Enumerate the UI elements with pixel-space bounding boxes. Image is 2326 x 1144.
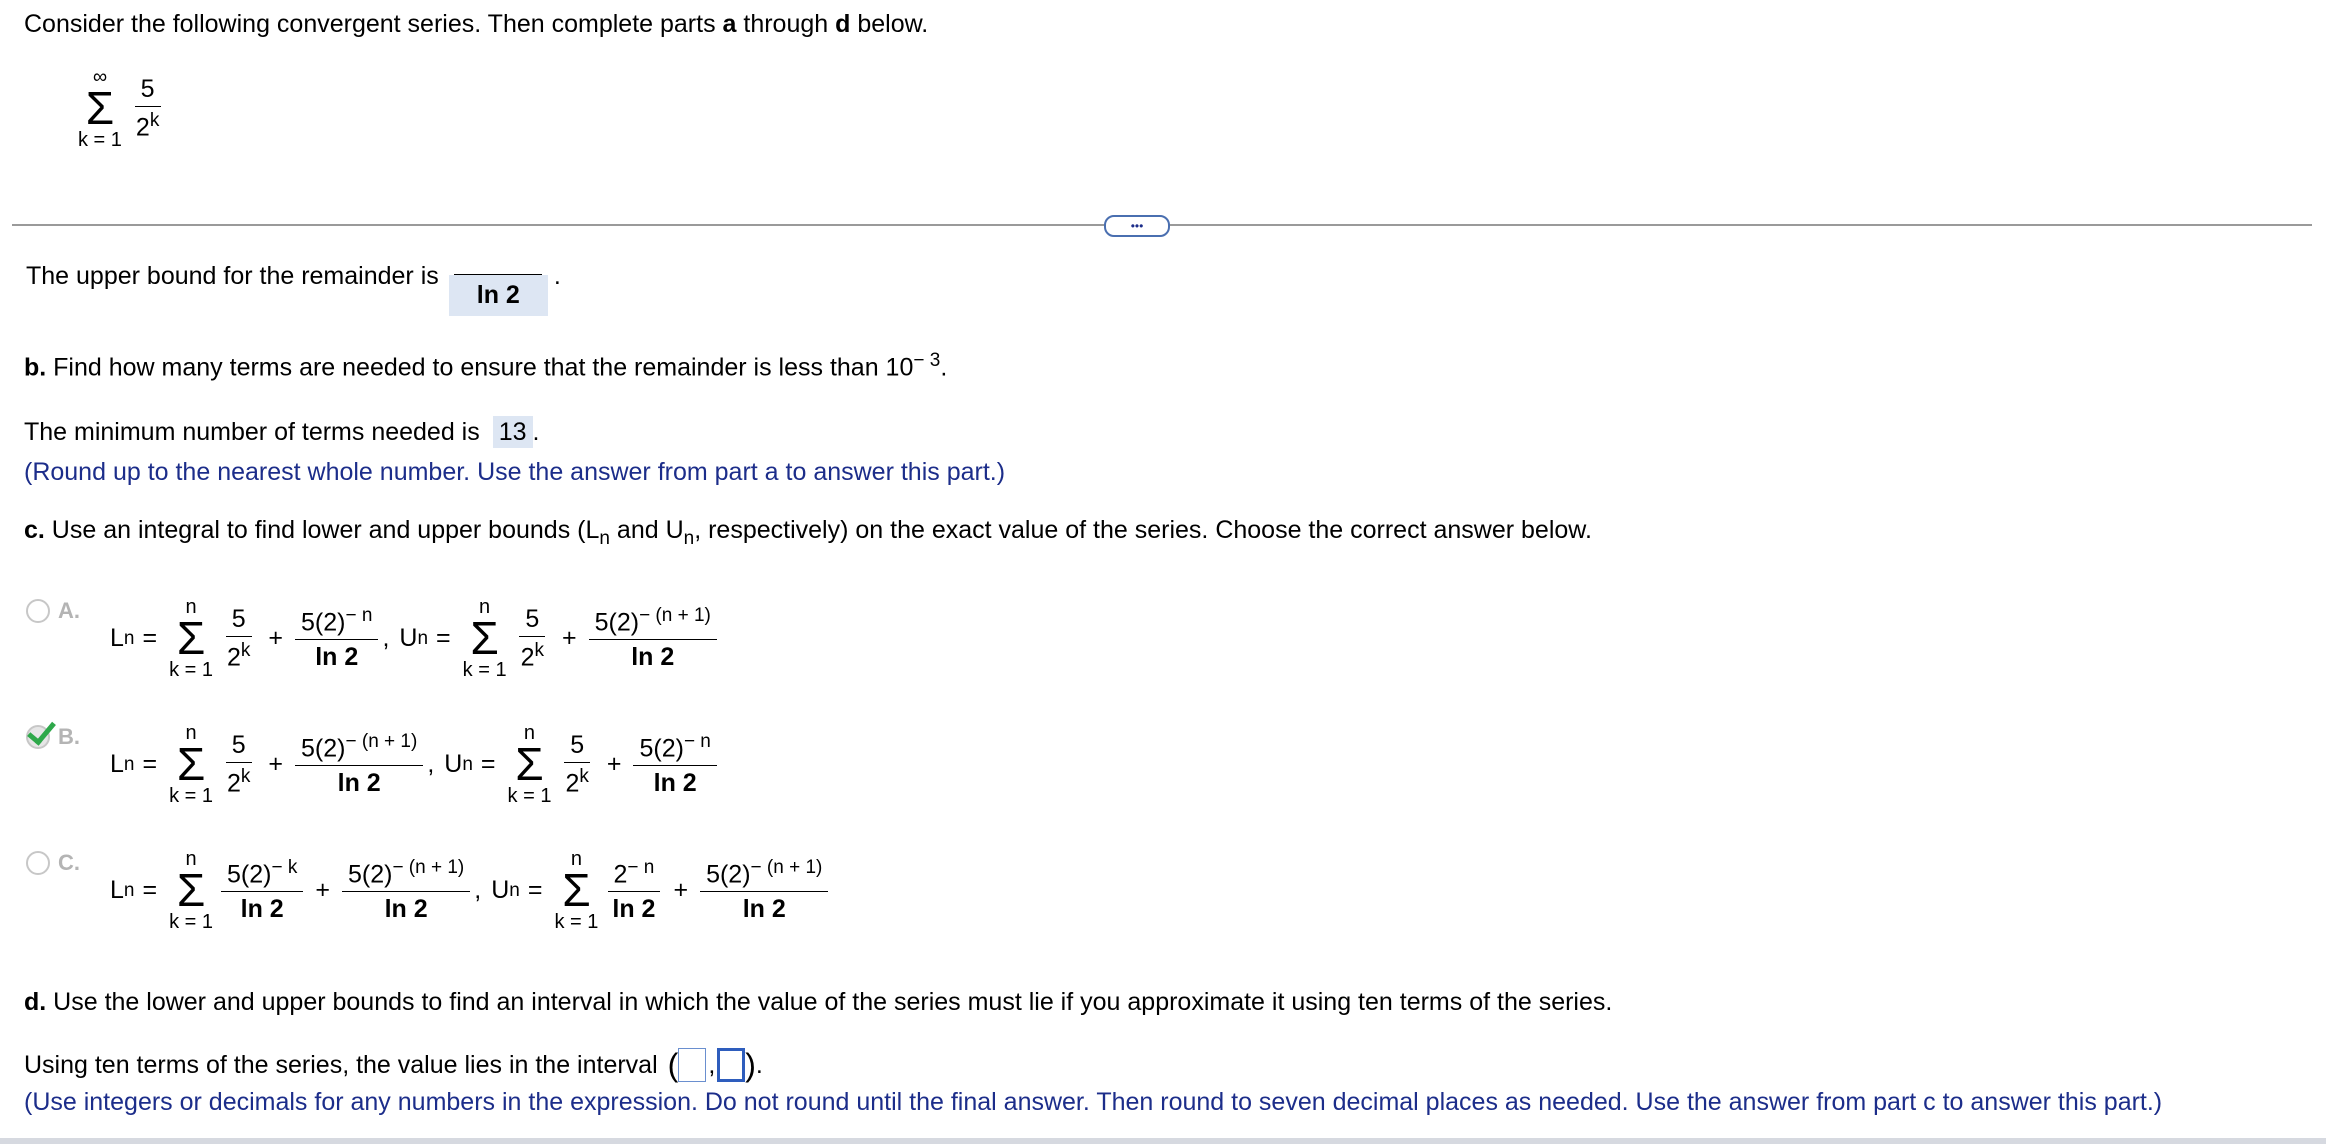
part-c-question: c. Use an integral to find lower and upper bounds ($L_n$ and $U_n$, respectively) on the exact value of the series. Choose the correct answer below. bbox=[24, 516, 1592, 549]
option-b-expression: L n = n Σ k = 1 $\frac{5}{2^k}$ + $\frac{5(2)^{- (n + 1)}}{\ln 2}$ , U n = n Σ k = 1 $\frac{5}{2^k}$ + $\frac{5(2)^{- n}}{\ln 2}$ bbox=[110, 722, 721, 807]
part-d-question: d. Use the lower and upper bounds to find an interval in which the value of the series must lie if you approximate it using ten terms of the series. bbox=[24, 988, 1613, 1016]
part-d-answer: Using ten terms of the series, the value lies in the interval ( , ) . bbox=[24, 1047, 763, 1083]
part-d-hint: (Use integers or decimals for any numbers in the expression. Do not round until the final answer. Then round to seven decimal places as needed. Use the answer from part c to answer this part.) bbox=[24, 1088, 2163, 1116]
option-a-radio[interactable]: A. bbox=[26, 596, 80, 625]
option-c-radio[interactable]: C. bbox=[26, 848, 80, 877]
series-sigma: ∞ Σ k = 1 bbox=[78, 66, 122, 152]
radio-b[interactable] bbox=[26, 725, 50, 749]
option-b-radio[interactable]: B. bbox=[26, 722, 80, 751]
part-b-hint: (Round up to the nearest whole number. Use the answer from part a to answer this part.) bbox=[24, 458, 1006, 486]
series-term: $\frac{5}{2^k}$ bbox=[135, 74, 160, 142]
expand-handle[interactable]: ••• bbox=[1104, 215, 1170, 237]
checkmark-icon bbox=[27, 716, 56, 746]
interval-lower-input[interactable] bbox=[678, 1048, 706, 1082]
interval-upper-input[interactable] bbox=[717, 1048, 745, 1082]
part-a-answer: The upper bound for the remainder is ln 2 . bbox=[26, 258, 561, 318]
part-b-answer: The minimum number of terms needed is 13 . bbox=[24, 418, 540, 446]
radio-c[interactable] bbox=[26, 851, 50, 875]
bottom-border bbox=[0, 1138, 2326, 1144]
part-b-question: b. Find how many terms are needed to ensure that the remainder is less than $10^{- 3}$. bbox=[24, 350, 948, 382]
radio-a[interactable] bbox=[26, 599, 50, 623]
option-a-expression: L n = n Σ k = 1 $\frac{5}{2^k}$ + $\frac{5(2)^{- n}}{\ln 2}$ , U n = n Σ k = 1 $\frac{5}{2^k}$ + $\frac{5(2)^{- (n + 1)}}{\ln 2}$ bbox=[110, 596, 721, 681]
part-b-answer-box: 13 bbox=[493, 416, 533, 448]
option-c-expression: L n = n Σ k = 1 $\frac{5(2)^{- k}}{\ln 2}$ + $\frac{5(2)^{- (n + 1)}}{\ln 2}$ , U n = n Σ k = 1 $\frac{2^{- n}}{\ln 2}$ + $\frac{5(2)^{- (n + 1)}}{\ln 2}$ bbox=[110, 848, 832, 933]
series-expression bbox=[74, 66, 169, 151]
part-a-answer-box: ln 2 bbox=[449, 275, 548, 316]
intro-text: Consider the following convergent series. Then complete parts a through d below. bbox=[24, 10, 929, 38]
